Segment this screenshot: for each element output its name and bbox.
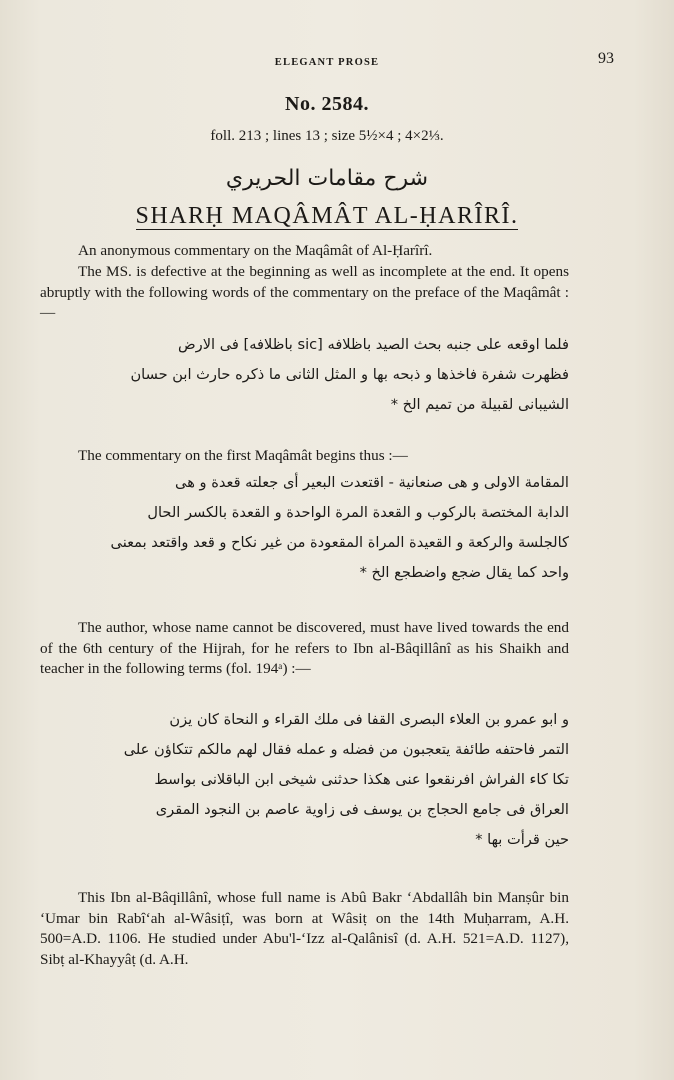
arabic-quote-preface — [40, 330, 569, 420]
arabic-line: التمر فاحتفه طائفة يتعجبون من فضله و عمله فقال لهم مالكم تتكاؤن على — [123, 741, 569, 758]
arabic-line: العراق فى جامع الحجاج بن يوسف فى زاوية عاصم بن النجود المقرى — [155, 801, 569, 818]
arabic-line: فظهرت شفرة فاخذها و ذبحه بها و المثل الثانى ما ذكره حارث ابن حسان — [130, 366, 569, 383]
paragraph-biography: This Ibn al-Bâqillânî, whose full name is Abû Bakr ‘Abdallâh bin Manṣûr bin ‘Umar bin Rabî‘ah al-Wâsiṭî, was born at Wâsiṭ on the 14th Muḥarram, A.H. 500=A.D. 1106. He studied under Abu'l-‘Izz al-Qalânisî (d. A.H. 521=A.D. 1127), Sibṭ al-Khayyâṭ (d. A.H. — [40, 889, 569, 968]
arabic-line: الدابة المختصة بالركوب و القعدة المرة الواحدة و القعدة بالكسر الحال — [147, 504, 569, 521]
arabic-line: فلما اوقعه على جنبه بحث الصيد باظلافه [sic باظلافه] فى الارض — [178, 336, 569, 353]
manuscript-metadata: foll. 213 ; lines 13 ; size 5½×4 ; 4×2⅓. — [210, 128, 444, 144]
page-header — [40, 50, 614, 72]
entry-title-text: SHARḤ MAQÂMÂT AL-ḤARÎRÎ. — [135, 203, 519, 229]
entry-number: No. 2584. — [285, 93, 369, 115]
paragraph-defective: The MS. is defective at the beginning as well as incomplete at the end. It opens abruptly with the following words of the commentary on the preface of the Maqâmât :— — [40, 263, 569, 321]
arabic-quote-baqillani — [40, 705, 569, 855]
arabic-line: كالجلسة والركعة و القعيدة المراة المقعودة من غير نكاح و قعد واقتعد بمعنى — [110, 534, 569, 551]
arabic-quote-first-maqama — [40, 468, 569, 588]
paragraph-author: The author, whose name cannot be discovered, must have lived towards the end of the 6th century of the Hijrah, for he refers to Ibn al-Bâqillânî as his Shaikh and teacher in the following terms (fol. 194ᵃ) :— — [40, 619, 569, 677]
arabic-line: حين قرأت بها * — [475, 831, 569, 848]
arabic-title: شرح مقامات الحريري — [225, 166, 429, 191]
page-number: 93 — [598, 50, 614, 67]
arabic-line: و ابو عمرو بن العلاء البصرى القفا فى ملك القراء و النحاة كان يزن — [169, 711, 569, 728]
entry-title — [40, 203, 614, 230]
arabic-line: الشيبانى لقبيلة من تميم الخ * — [390, 396, 569, 413]
paragraph-first-maqama: The commentary on the first Maqâmât begins thus :— — [78, 447, 408, 464]
arabic-line: تكا كاء الفراش افرنقعوا عنى هكذا حدثنى شيخى ابن الباقلانى بواسط — [154, 771, 569, 788]
running-title: ELEGANT PROSE — [274, 57, 380, 68]
arabic-line: المقامة الاولى و هى صنعانية - اقتعدت البعير أى جعلته قعدة و هى — [175, 474, 569, 491]
paragraph-intro: An anonymous commentary on the Maqâmât of Al-Ḥarîrî. — [78, 242, 433, 259]
arabic-line: واحد كما يقال ضجع واضطجع الخ * — [359, 564, 569, 581]
